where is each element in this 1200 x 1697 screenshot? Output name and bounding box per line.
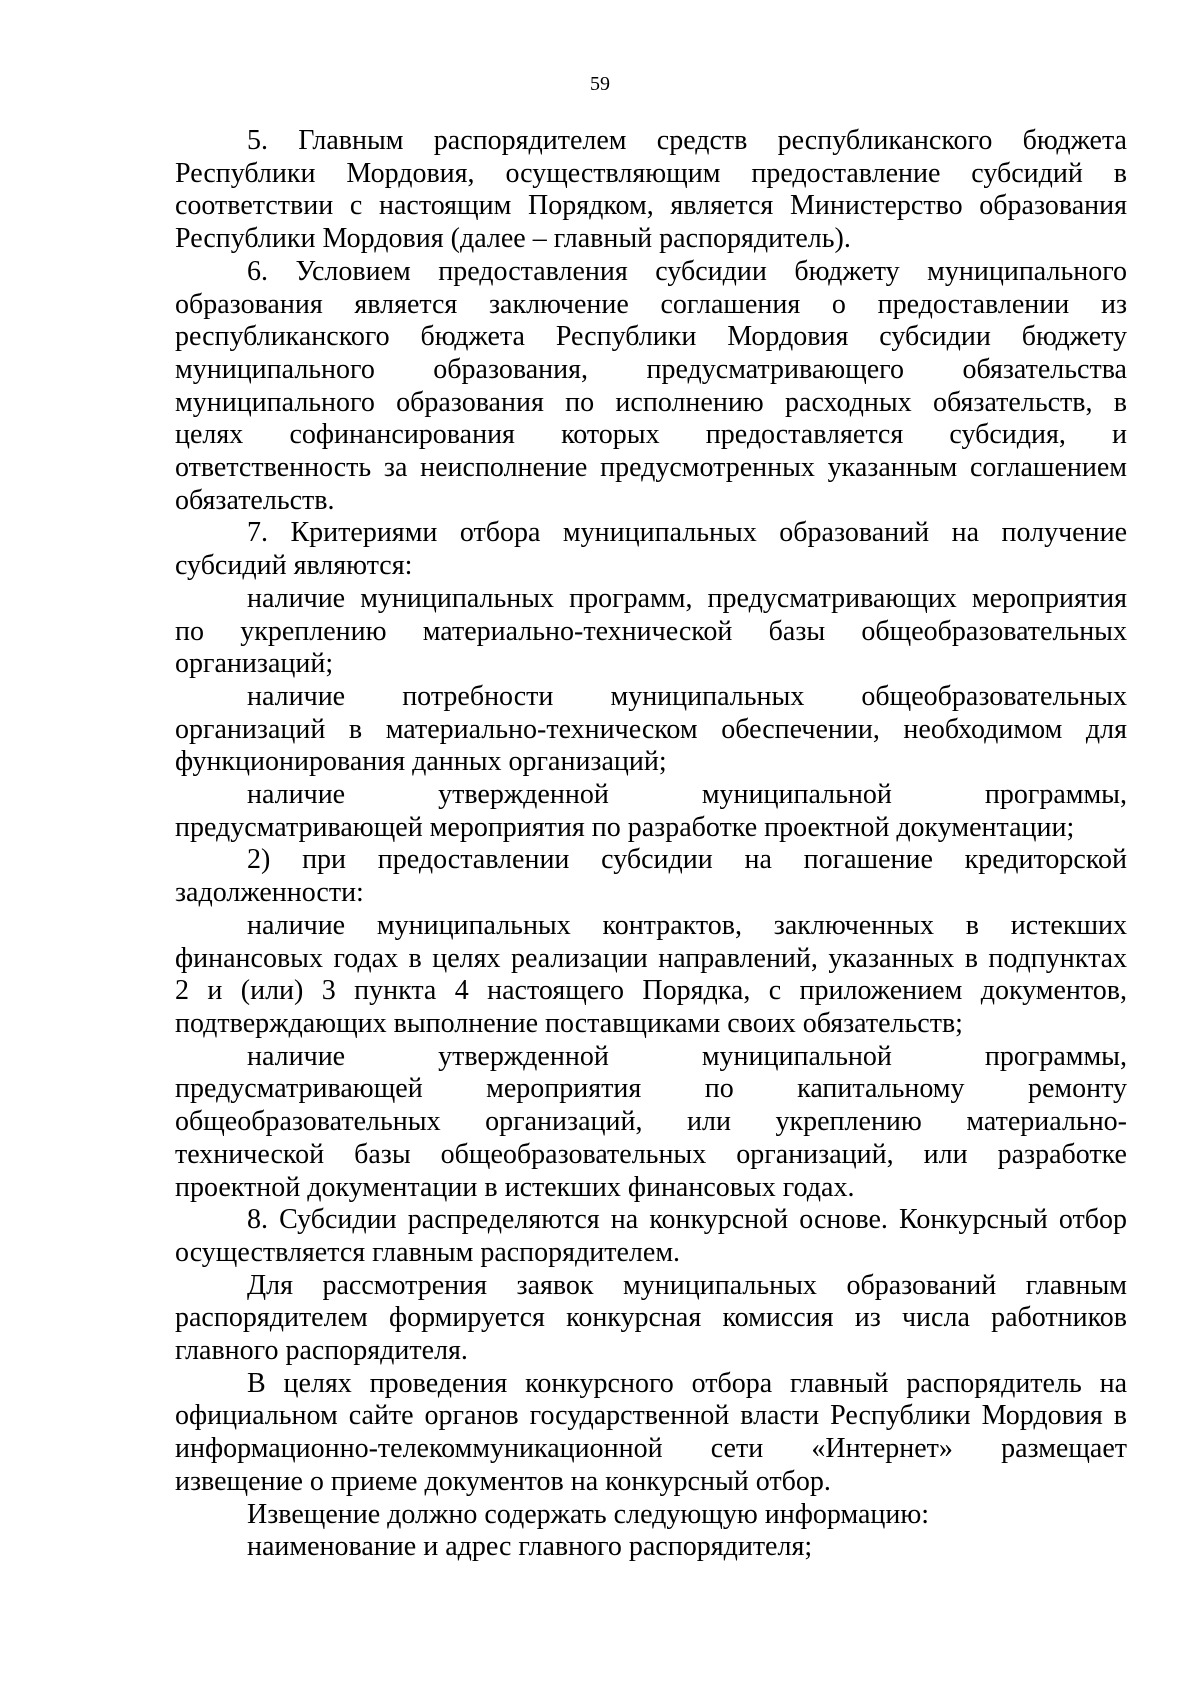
text-line: организаций в материально-техническом обеспечении, необходимом для — [175, 713, 1127, 745]
text-line: Извещение должно содержать следующую информацию: — [247, 1498, 930, 1530]
text-line: наличие муниципальных программ, предусматривающих мероприятия — [247, 582, 1127, 614]
paragraph — [175, 1270, 1127, 1368]
text-line: наименование и адрес главного распорядителя; — [247, 1531, 813, 1563]
text-line: подтверждающих выполнение поставщиками своих обязательств; — [175, 1007, 963, 1039]
text-line: субсидий являются: — [175, 550, 413, 582]
text-line: проектной документации в истекших финансовых годах. — [175, 1171, 855, 1203]
paragraph — [175, 1041, 1127, 1205]
paragraph — [175, 583, 1127, 681]
text-line: обязательств. — [175, 484, 335, 516]
text-line: технической базы общеобразовательных организаций, или разработке — [175, 1138, 1127, 1170]
paragraph — [175, 1204, 1127, 1269]
text-line: по укреплению материально-технической базы общеобразовательных — [175, 615, 1127, 647]
text-line: предусматривающей мероприятия по разработке проектной документации; — [175, 811, 1075, 843]
paragraph — [175, 1368, 1127, 1499]
text-line: целях софинансирования которых предоставляется субсидия, и — [175, 419, 1127, 451]
text-line: Республики Мордовия (далее – главный распорядитель). — [175, 223, 851, 255]
text-line: 2) при предоставлении субсидии на погашение кредиторской — [247, 844, 1127, 876]
text-line: В целях проведения конкурсного отбора главный распорядитель на — [247, 1367, 1127, 1399]
text-line: распорядителем формируется конкурсная комиссия из числа работников — [175, 1302, 1127, 1334]
text-line: Для рассмотрения заявок муниципальных образований главным — [247, 1269, 1127, 1301]
text-line: образования является заключение соглашения о предоставлении из — [175, 288, 1127, 320]
paragraph — [175, 910, 1127, 1041]
text-line: муниципального образования по исполнению расходных обязательств, в — [175, 386, 1127, 418]
text-line: Республики Мордовия, осуществляющим предоставление субсидий в — [175, 157, 1127, 189]
text-line: функционирования данных организаций; — [175, 746, 667, 778]
paragraph — [175, 256, 1127, 518]
text-line: извещение о приеме документов на конкурсный отбор. — [175, 1465, 831, 1497]
document-body — [175, 125, 1127, 1564]
text-line: наличие утвержденной муниципальной программы, — [247, 779, 1127, 811]
text-line: осуществляется главным распорядителем. — [175, 1236, 681, 1268]
paragraph — [175, 1499, 1127, 1532]
text-line: финансовых годах в целях реализации направлений, указанных в подпунктах — [175, 942, 1127, 974]
text-line: республиканского бюджета Республики Мордовия субсидии бюджету — [175, 321, 1127, 353]
text-line: наличие муниципальных контрактов, заключенных в истекших — [247, 909, 1127, 941]
paragraph — [175, 517, 1127, 582]
text-line: 5. Главным распорядителем средств республиканского бюджета — [247, 125, 1127, 156]
text-line: общеобразовательных организаций, или укреплению материально- — [175, 1106, 1127, 1138]
text-line: 2 и (или) 3 пункта 4 настоящего Порядка, с приложением документов, — [175, 975, 1127, 1007]
page-number: 59 — [590, 73, 610, 95]
text-line: муниципального образования, предусматривающего обязательства — [175, 353, 1127, 385]
text-line: 6. Условием предоставления субсидии бюджету муниципального — [247, 255, 1127, 287]
paragraph — [175, 844, 1127, 909]
text-line: задолженности: — [175, 877, 364, 909]
text-line: наличие утвержденной муниципальной программы, — [247, 1040, 1127, 1072]
text-line: официальном сайте органов государственной власти Республики Мордовия в — [175, 1400, 1127, 1432]
text-line: наличие потребности муниципальных общеобразовательных — [247, 680, 1127, 712]
text-line: ответственность за неисполнение предусмотренных указанным соглашением — [175, 452, 1127, 484]
paragraph — [175, 681, 1127, 779]
text-line: соответствии с настоящим Порядком, является Министерство образования — [175, 190, 1127, 222]
text-line: 8. Субсидии распределяются на конкурсной основе. Конкурсный отбор — [247, 1204, 1127, 1236]
text-line: организаций; — [175, 648, 334, 680]
paragraph — [175, 779, 1127, 844]
text-line: главного распорядителя. — [175, 1335, 468, 1367]
paragraph — [175, 125, 1127, 256]
paragraph — [175, 1531, 1127, 1564]
text-line: 7. Критериями отбора муниципальных образований на получение — [247, 517, 1127, 549]
text-line: информационно-телекоммуникационной сети «Интернет» размещает — [175, 1433, 1127, 1465]
text-line: предусматривающей мероприятия по капитальному ремонту — [175, 1073, 1127, 1105]
